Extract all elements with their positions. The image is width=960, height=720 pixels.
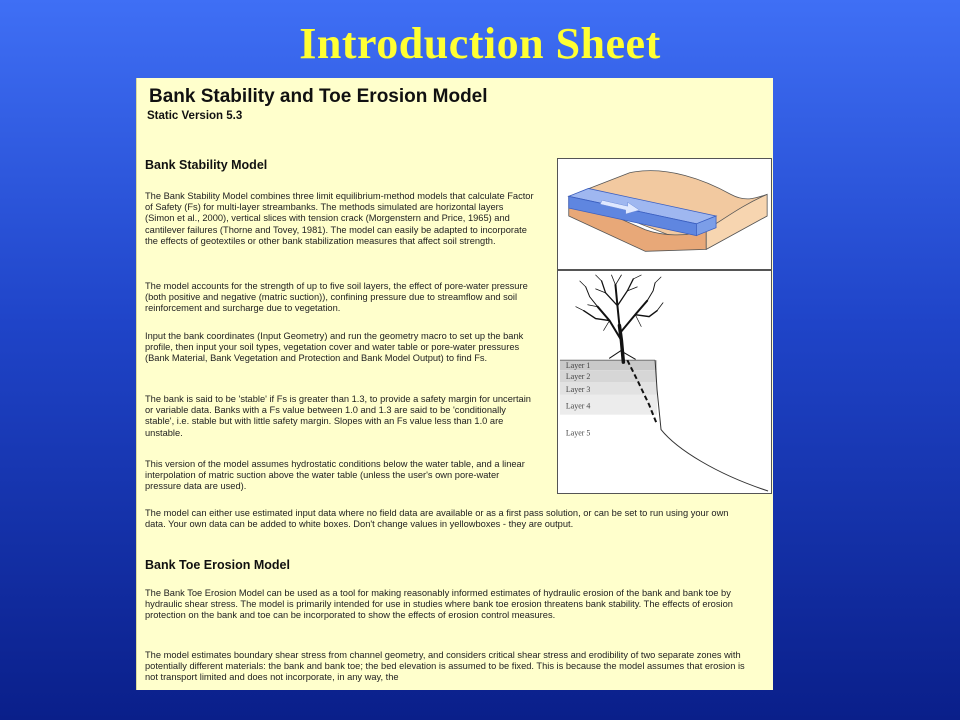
bsm-heading: Bank Stability Model xyxy=(145,158,268,172)
layer-3-label: Layer 3 xyxy=(565,384,591,394)
tree-icon xyxy=(576,275,663,362)
btem-paragraph-2: The model estimates boundary shear stress from channel geometry, and considers critical shear stress and erodibility of two separate zones with potentially different materials: the bank and bank toe; the bed elevation is assumed to be fixed. This is because the model assumes that erosion is not transport limited and does not incorporate, in any way, the xyxy=(145,650,745,683)
bsm-paragraph-1: The Bank Stability Model combines three limit equilibrium-method models that calculate Factor of Safety (Fs) for multi-layer streambanks. The methods simulated are horizontal layers (Simon et al., 2000), vertical slices with tension crack (Morgenstern and Price, 1965) and cantilever failures (Thorne and Tovey, 1981). The model can easily be adapted to incorporate the effects of geotextiles or other bank stabilization measures that affect soil strength. xyxy=(145,191,534,246)
bsm-paragraph-6: The model can either use estimated input data where no field data are available or as a first pass solution, or can be set to run using your own data. Your own data can be added to white boxes. Don't change values in yellowboxes - they are output. xyxy=(145,508,729,530)
bsm-paragraph-4: The bank is said to be 'stable' if Fs is greater than 1.3, to provide a safety margin for uncertain or variable data. Banks with a Fs value between 1.0 and 1.3 are said to be 'conditionally stable', i.e. stable but with little safety margin. Slopes with an Fs value less than 1.0 are unstable. xyxy=(145,394,531,438)
worksheet-panel xyxy=(136,78,773,690)
bank-block-figure xyxy=(557,158,772,270)
btem-paragraph-1: The Bank Toe Erosion Model can be used as a tool for making reasonably informed estimates of hydraulic erosion of the bank and bank toe by hydraulic shear stress. The model is primarily intended for use in studies where bank toe erosion threatens bank stability. The effects of erosion protection on the bank and toe can be incorporated to show the effects of erosion control measures. xyxy=(145,588,733,621)
sheet-version: Static Version 5.3 xyxy=(147,110,243,122)
layer-1-label: Layer 1 xyxy=(565,361,591,371)
slide-title: Introduction Sheet xyxy=(299,19,661,68)
bank-profile-diagram xyxy=(558,271,771,493)
layer-2-label: Layer 2 xyxy=(565,372,591,382)
bank-block-illustration xyxy=(558,159,771,269)
bsm-paragraph-3: Input the bank coordinates (Input Geometry) and run the geometry macro to set up the bank profile, then input your soil types, vegetation cover and water table or pore-water pressures (Bank Material, Bank Vegetation and Protection and Bank Model Output) to find Fs. xyxy=(145,331,524,364)
sheet-title: Bank Stability and Toe Erosion Model xyxy=(149,86,488,107)
layer-4-label: Layer 4 xyxy=(565,401,591,411)
layer-5-label: Layer 5 xyxy=(565,428,591,438)
btem-heading: Bank Toe Erosion Model xyxy=(145,558,290,572)
bsm-paragraph-5: This version of the model assumes hydrostatic conditions below the water table, and a linear interpolation of matric suction above the water table (unless the user's own pore-water pressure data are used). xyxy=(145,459,525,492)
bank-layers-figure xyxy=(557,270,772,494)
bsm-paragraph-2: The model accounts for the strength of up to five soil layers, the effect of pore-water pressure (both positive and negative (matric suction)), confining pressure due to streamflow and soil reinforcement and surcharge due to vegetation. xyxy=(145,281,528,314)
